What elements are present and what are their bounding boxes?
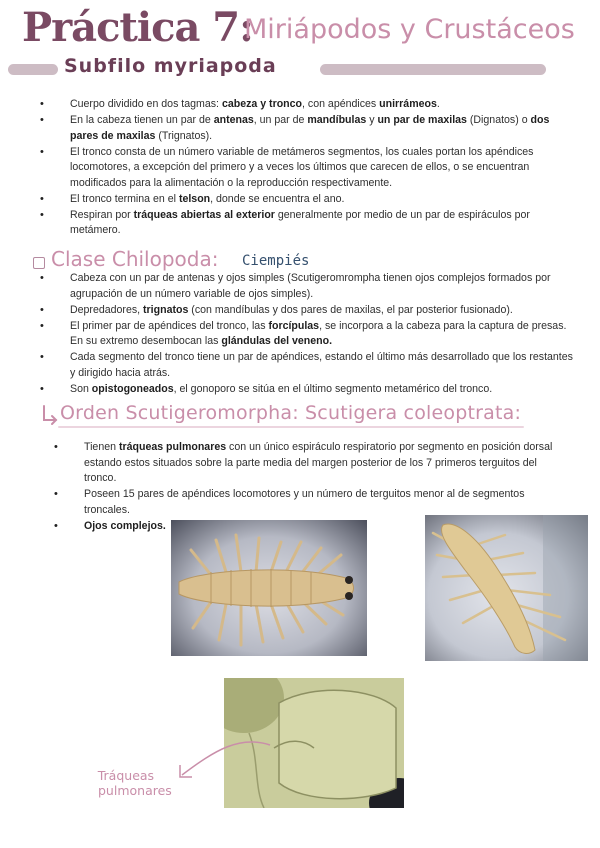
subphylum-heading: Subfilo myriapoda <box>64 55 277 77</box>
banner-bar-left <box>8 64 58 75</box>
bold-term: glándulas del veneno. <box>221 335 333 348</box>
photo-centipede-tube <box>425 515 588 661</box>
text-run: generalmente por medio de un par de espiráculos por metámero. <box>70 208 530 237</box>
photo-centipede-ventral <box>171 520 367 656</box>
list-item <box>70 208 575 239</box>
text-run: , un par de <box>253 113 308 126</box>
text-run: En la cabeza tienen un par de <box>70 113 214 126</box>
banner-bar-right <box>320 64 546 75</box>
text-run: (Trignatos). <box>155 129 213 142</box>
list-item <box>70 319 575 350</box>
list-item <box>70 113 575 144</box>
annotation-line-2: pulmonares <box>98 783 172 798</box>
text-run: , se incorpora a la cabeza para la captura de presas. En su extremo desembocan las <box>70 319 567 348</box>
myriapoda-traits-list <box>70 97 575 239</box>
annotation-label <box>80 768 172 798</box>
bold-term: Ojos complejos. <box>84 519 166 532</box>
text-run: El primer par de apéndices del tronco, las <box>70 319 269 332</box>
text-run: y <box>366 113 378 126</box>
checkbox-icon <box>33 257 45 269</box>
text-run: Depredadores, <box>70 303 144 316</box>
text-run: Respiran por <box>70 208 134 221</box>
list-item <box>70 271 575 302</box>
text-run: con un único espiráculo respiratorio por segmento en posición dorsal estando estos situados sobre la parte media del margen posterior de los 7 primeros terguitos del tronco. <box>84 441 553 485</box>
bold-term: telson <box>178 192 211 205</box>
list-item <box>84 487 562 518</box>
bold-term: tráqueas abiertas al exterior <box>133 208 275 221</box>
annotation-line-1: Tráqueas <box>97 768 155 783</box>
bold-term: cabeza y tronco <box>221 98 303 110</box>
text-run: (Dignatos) o <box>466 113 531 126</box>
bold-term: dos pares de maxilas <box>70 113 550 142</box>
order-heading: Orden Scutigeromorpha: Scutigera coleoptrata: <box>60 402 522 424</box>
text-run: , con apéndices <box>302 98 380 110</box>
bold-term: antenas <box>213 113 254 126</box>
annotation-arrow-icon <box>170 735 280 795</box>
bold-term: unirrámeos <box>379 98 437 110</box>
list-item <box>70 97 575 113</box>
list-item <box>70 145 575 192</box>
sub-arrow-icon <box>40 404 60 426</box>
text-run: Son <box>70 382 92 395</box>
text-run: (con mandíbulas y dos pares de maxilas, el par posterior fusionado). <box>188 303 513 316</box>
page-title: Práctica 7: <box>22 4 253 51</box>
bold-term: tráqueas pulmonares <box>118 441 227 453</box>
text-run: El tronco termina en el <box>70 192 179 205</box>
text-run: Cuerpo dividido en dos tagmas: <box>70 98 222 110</box>
list-item <box>84 440 562 487</box>
list-item <box>70 350 575 381</box>
bold-term: opistogoneados <box>91 382 174 395</box>
bold-term: mandíbulas <box>307 113 367 126</box>
class-common-name: Ciempiés <box>242 253 310 269</box>
text-run: , el gonoporo se sitúa en el último segmento metamérico del tronco. <box>173 382 493 395</box>
class-heading: Clase Chilopoda: <box>51 247 219 271</box>
bold-term: un par de maxilas <box>377 113 467 126</box>
bold-term: trignatos <box>143 303 189 316</box>
order-heading-underline <box>58 426 524 428</box>
text-run: Cabeza con un par de antenas y ojos simples (Scutigeromrompha tienen ojos complejos formados por agrupación de un número variable de ojos simples). <box>70 272 551 300</box>
list-item <box>70 303 575 319</box>
text-run: , donde se encuentra el ano. <box>210 192 345 205</box>
text-run: . <box>436 98 440 110</box>
text-run: El tronco consta de un número variable de metámeros segmentos, los cuales portan los apéndices locomotores, a excepción del primero y a veces los últimos que carecen de ellos, o se encuentran modificados para la alimentación o la reproducción respectivamente. <box>70 145 534 189</box>
text-run: Cada segmento del tronco tiene un par de apéndices, estando el último más desarrollado que los restantes y dirigido hacia atrás. <box>70 351 573 379</box>
page-subtitle: Miriápodos y Crustáceos <box>244 14 575 45</box>
text-run: Tienen <box>84 441 119 453</box>
chilopoda-traits-list <box>70 271 575 398</box>
text-run: Poseen 15 pares de apéndices locomotores y un número de terguitos menor al de segmentos troncales. <box>84 488 525 516</box>
bold-term: forcípulas <box>268 319 320 332</box>
list-item <box>70 382 575 398</box>
list-item <box>70 192 575 208</box>
